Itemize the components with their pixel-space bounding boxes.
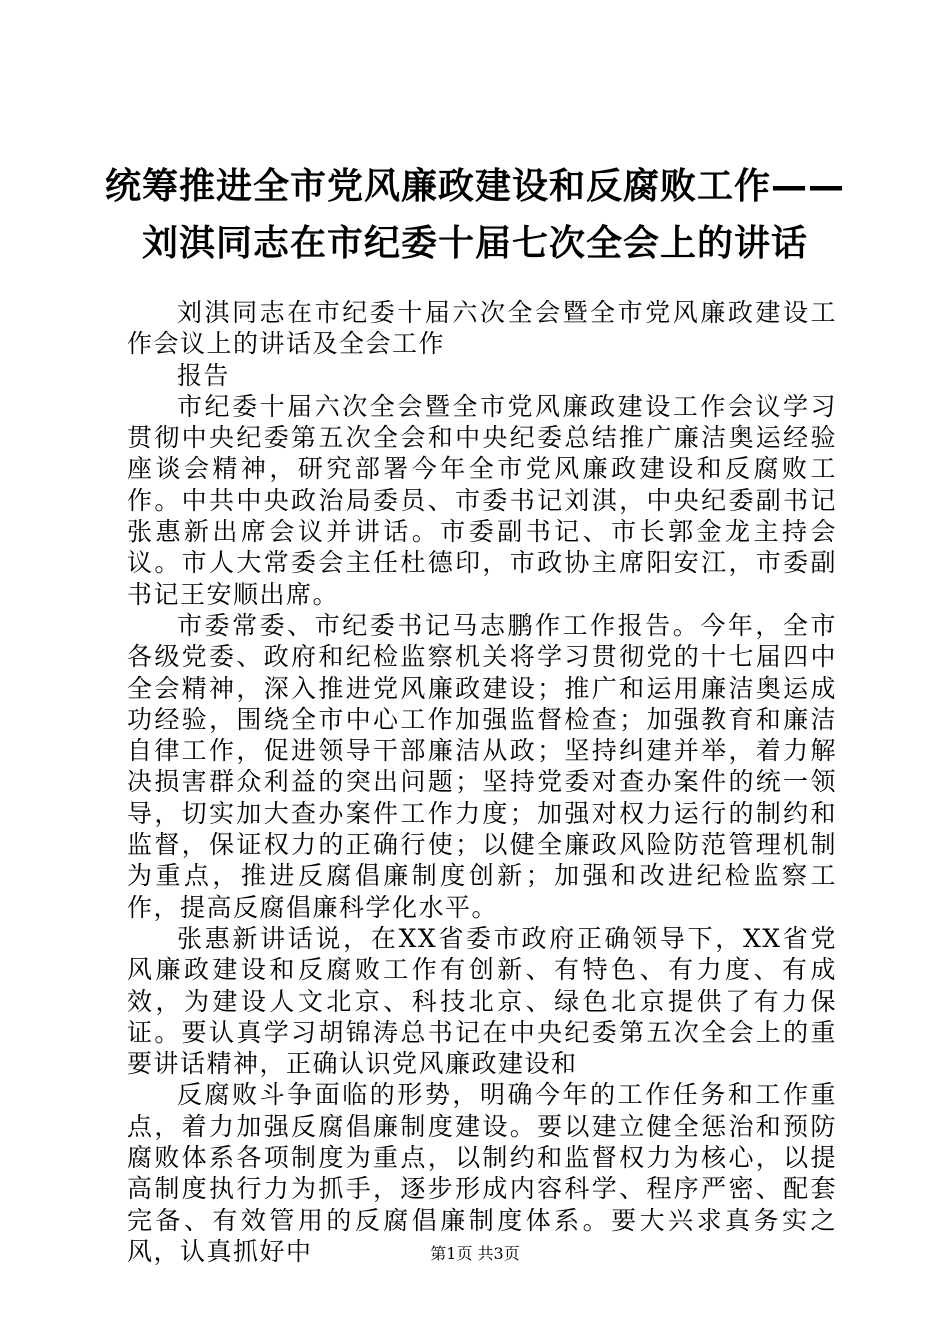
paragraph-speech: 张惠新讲话说，在XX省委市政府正确领导下，XX省党风廉政建设和反腐败工作有创新、有特色、有力度、有成效，为建设人文北京、科技北京、绿色北京提供了有力保证。要认真学习胡锦涛总书记在中央纪委第五次全会上的重要讲话精神，正确认识党风廉政建设和 [127,923,837,1079]
paragraph-intro: 刘淇同志在市纪委十届六次全会暨全市党风廉政建设工作会议上的讲话及全会工作 [127,298,837,359]
paragraph-meeting: 市纪委十届六次全会暨全市党风廉政建设工作会议学习贯彻中央纪委第五次全会和中央纪委总结推广廉洁奥运经验座谈会精神，研究部署今年全市党风廉政建设和反腐败工作。中共中央政治局委员、市委书记刘淇，中央纪委副书记张惠新出席会议并讲话。市委副书记、市长郭金龙主持会议。市人大常委会主任杜德印，市政协主席阳安江，市委副书记王安顺出席。 [127,391,837,609]
document-title-line-1: 统筹推进全市党风廉政建设和反腐败工作—— [104,166,845,207]
page-number: 第1页 共3页 [430,1244,520,1263]
paragraph-continuation: 反腐败斗争面临的形势，明确今年的工作任务和工作重点，着力加强反腐倡廉制度建设。要以建立健全惩治和预防腐败体系各项制度为重点，以制约和监督权力为核心，以提高制度执行力为抓手，逐步形成内容科学、程序严密、配套完备、有效管用的反腐倡廉制度体系。要大兴求真务实之风，认真抓好中 [127,1080,837,1266]
document-body [127,297,837,1267]
paragraph-report-label: 报告 [177,360,231,390]
paragraph-work-report: 市委常委、市纪委书记马志鹏作工作报告。今年，全市各级党委、政府和纪检监察机关将学习贯彻党的十七届四中全会精神，深入推进党风廉政建设；推广和运用廉洁奥运成功经验，围绕全市中心工作加强监督检查；加强教育和廉洁自律工作，促进领导干部廉洁从政；坚持纠建并举，着力解决损害群众利益的突出问题；坚持党委对查办案件的统一领导，切实加大查办案件工作力度；加强对权力运行的制约和监督，保证权力的正确行使；以健全廉政风险防范管理机制为重点，推进反腐倡廉制度创新；加强和改进纪检监察工作，提高反腐倡廉科学化水平。 [127,610,837,922]
document-title-line-2: 刘淇同志在市纪委十届七次全会上的讲话 [141,223,808,264]
